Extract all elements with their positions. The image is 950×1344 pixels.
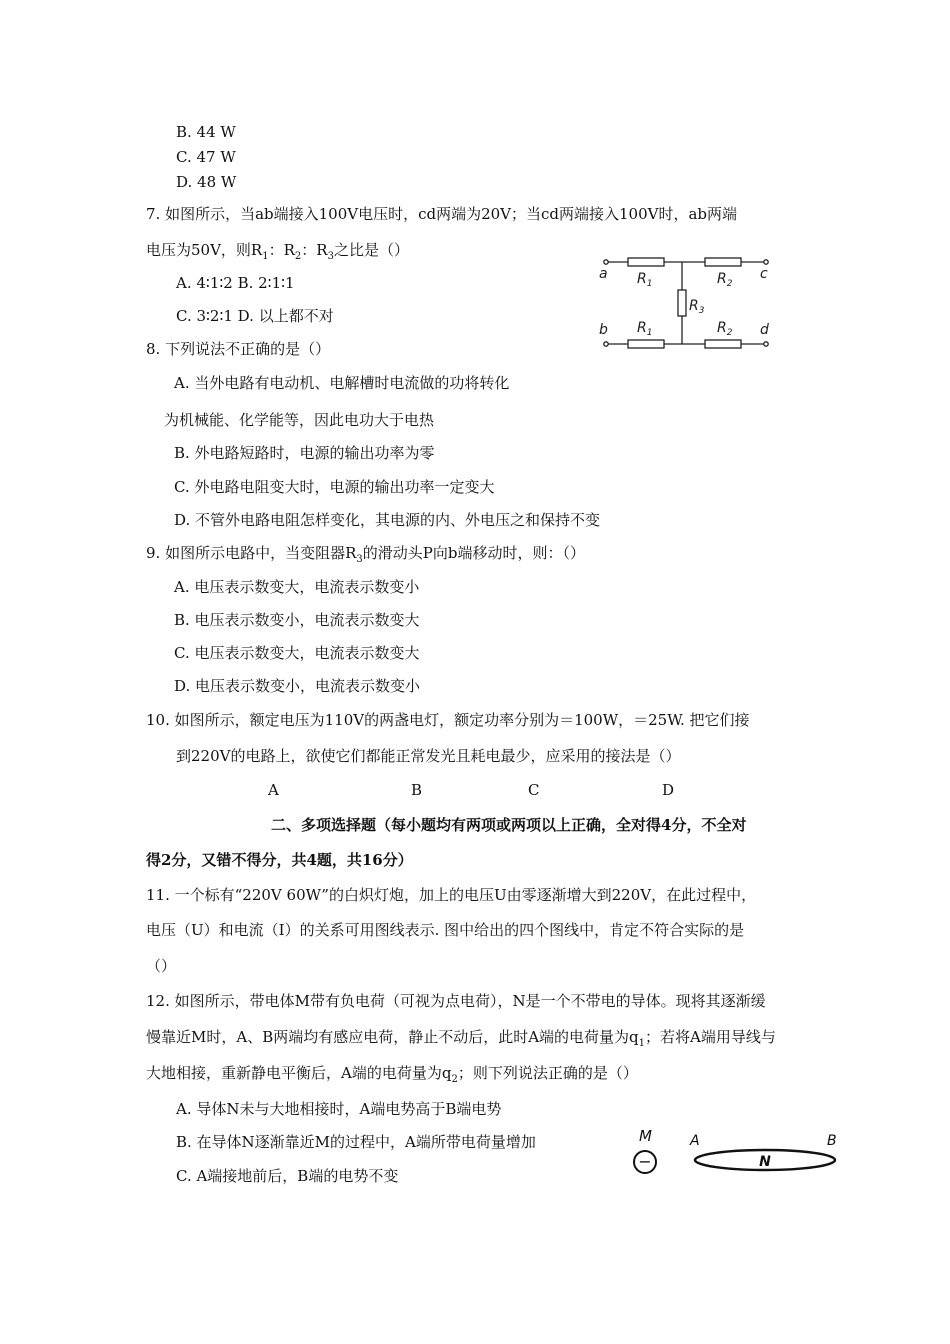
q10-line2: 到220V的电路上，欲使它们都能正常发光且耗电最少，应采用的接法是（） (176, 747, 681, 765)
resistor-r3-label: $R_3$ (689, 298, 705, 316)
q9-option-a: A. 电压表示数变大，电流表示数变小 (174, 578, 420, 596)
q7-line2: 电压为50V，则$R_1$：$R_2$：$R_3$之比是（） (146, 241, 409, 262)
resistor-r2-top-label: $R_2$ (717, 271, 733, 289)
q11-line1: 11. 一个标有“220V 60W”的白炽灯炮，加上的电压U由零逐渐增大到220V，在此过程中， (146, 886, 757, 904)
resistor-r1-bottom-label: $R_1$ (637, 320, 653, 338)
q12-line2: 慢靠近M时，A、B两端均有感应电荷，静止不动后，此时A端的电荷量为$q_1$；若将A端用导线与 (146, 1028, 776, 1049)
terminal-d-label: d (760, 322, 769, 338)
conductor-n-label: N (759, 1154, 771, 1170)
q12-line3: 大地相接，重新静电平衡后，A端的电荷量为$q_2$；则下列说法正确的是（） (146, 1064, 638, 1085)
q9-option-b: B. 电压表示数变小，电流表示数变大 (174, 611, 420, 629)
q10-label-b: B (411, 781, 423, 799)
resistor-r2-bottom-label: $R_2$ (717, 320, 733, 338)
terminal-c-label: c (760, 266, 768, 282)
charged-body-m-label: M (639, 1127, 652, 1145)
q8-option-b: B. 外电路短路时，电源的输出功率为零 (174, 444, 435, 462)
q10-label-a: A (268, 781, 279, 799)
q9-option-c: C. 电压表示数变大，电流表示数变大 (174, 644, 420, 662)
q8-option-a-line1: A. 当外电路有电动机、电解槽时电流做的功将转化 (174, 374, 510, 392)
negative-charge-icon: − (638, 1152, 652, 1171)
resistor-r1-top-label: $R_1$ (637, 271, 653, 289)
q10-label-d: D (662, 781, 675, 799)
end-b-label: B (827, 1133, 837, 1149)
q7-options-ab: A. 4∶1∶2 B. 2∶1∶1 (176, 274, 295, 292)
q11-line2: 电压（U）和电流（I）的关系可用图线表示. 图中给出的四个图线中，肯定不符合实际的是 (146, 921, 745, 939)
charge-diagram (625, 1124, 850, 1182)
q8-title: 8. 下列说法不正确的是（） (146, 340, 331, 358)
section2-heading-line2: 得2分，又错不得分，共4题，共16分） (146, 851, 413, 869)
q12-line1: 12. 如图所示，带电体M带有负电荷（可视为点电荷），N是一个不带电的导体。现将其逐渐缓 (146, 992, 766, 1010)
q12-option-c: C. A端接地前后，B端的电势不变 (176, 1167, 399, 1185)
q8-option-c: C. 外电路电阻变大时，电源的输出功率一定变大 (174, 478, 495, 496)
option-b-q6: B. 44 W (176, 123, 236, 141)
q10-label-c: C (528, 781, 540, 799)
option-d-q6: D. 48 W (176, 173, 237, 191)
option-c-q6: C. 47 W (176, 148, 236, 166)
q8-option-d: D. 不管外电路电阻怎样变化，其电源的内、外电压之和保持不变 (174, 511, 601, 529)
terminal-a-label: a (599, 266, 608, 282)
q7-options-cd: C. 3∶2∶1 D. 以上都不对 (176, 307, 334, 325)
q7-line1: 7. 如图所示，当ab端接入100V电压时，cd两端为20V；当cd两端接入100V时，ab两端 (146, 205, 738, 223)
q10-line1: 10. 如图所示，额定电压为110V的两盏电灯，额定功率分别为＝100W，＝25W. 把它们接 (146, 711, 750, 729)
terminal-b-label: b (599, 322, 608, 338)
q11-line3: （） (146, 957, 177, 975)
q9-title: 9. 如图所示电路中，当变阻器$R_3$的滑动头P向b端移动时，则：（） (146, 544, 585, 565)
section2-heading-line1: 二、多项选择题（每小题均有两项或两项以上正确，全对得4分，不全对 (271, 816, 747, 834)
q8-option-a-line2: 为机械能、化学能等，因此电功大于电热 (164, 411, 435, 429)
q12-option-a: A. 导体N未与大地相接时，A端电势高于B端电势 (176, 1100, 502, 1118)
q12-option-b: B. 在导体N逐渐靠近M的过程中，A端所带电荷量增加 (176, 1133, 536, 1151)
q9-option-d: D. 电压表示数变小，电流表示数变小 (174, 677, 421, 695)
end-a-label: A (690, 1133, 700, 1149)
circuit-diagram (595, 252, 780, 354)
